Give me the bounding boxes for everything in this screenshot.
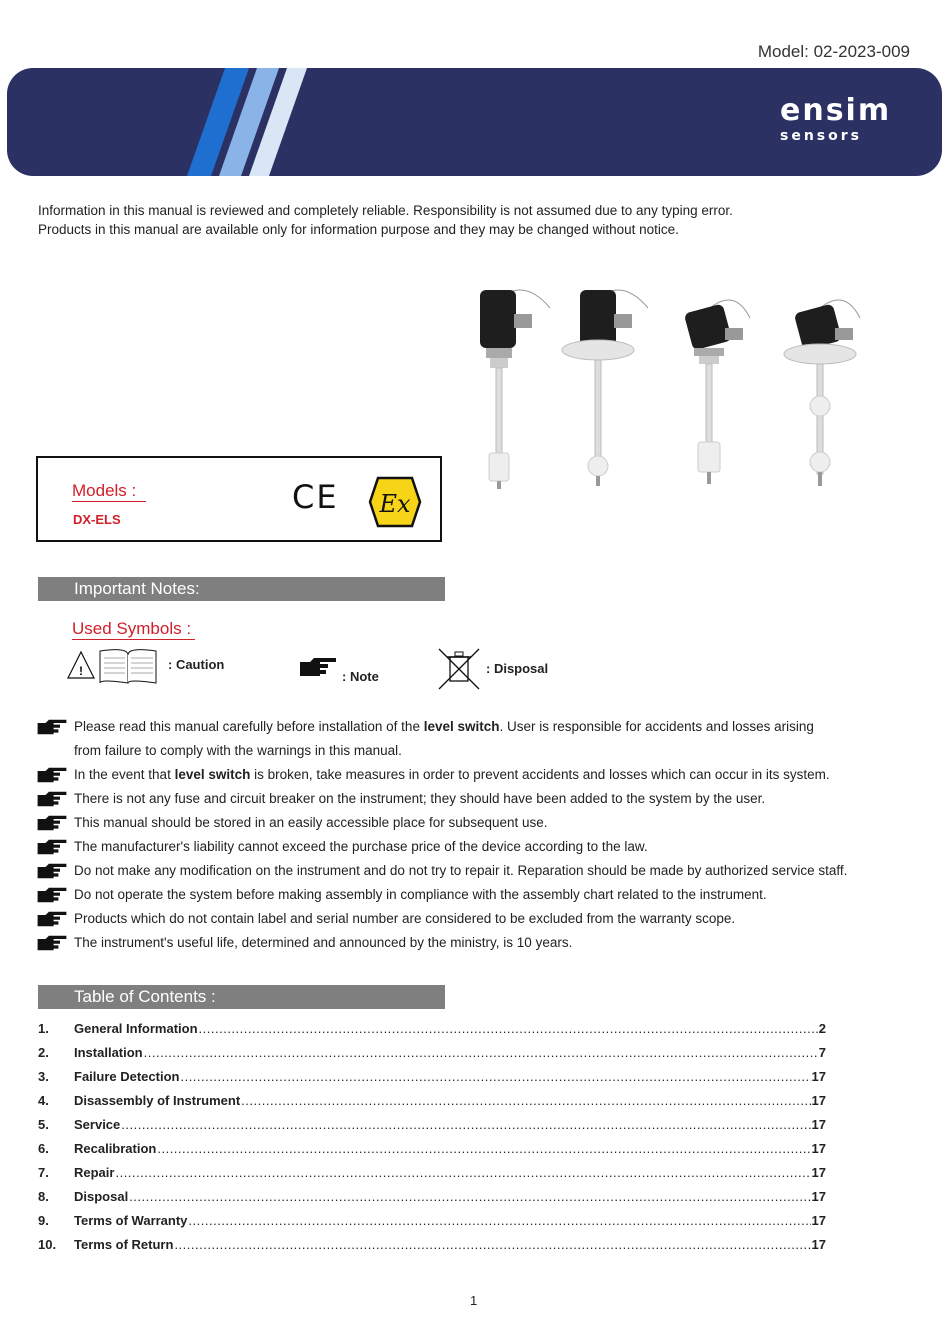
toc-leader [241, 1089, 810, 1113]
note-label: : Note [342, 669, 379, 684]
caution-label: : Caution [168, 657, 225, 672]
pointing-hand-icon [298, 656, 342, 685]
note-item: Please read this manual carefully before installation of the level switch. User is responsible for accidents and losses arising [36, 715, 916, 739]
disposal-label: : Disposal [486, 661, 549, 676]
toc-leader [174, 1233, 810, 1257]
toc-entry[interactable]: 6. Recalibration ..... 17 [38, 1137, 826, 1161]
toc-entry[interactable]: 8. Disposal ..... 17 [38, 1185, 826, 1209]
pointing-hand-icon [36, 814, 68, 832]
models-value: DX-ELS [73, 512, 121, 527]
toc-entry[interactable]: 9. Terms of Warranty ..... 17 [38, 1209, 826, 1233]
toc-leader [144, 1041, 818, 1065]
note-item: Do not make any modification on the instrument and do not try to repair it. Reparation should be made by authorized service staff. [36, 859, 916, 883]
notes-list [36, 715, 916, 955]
logo-text-main: ensim [780, 93, 892, 128]
disclaimer [38, 201, 733, 239]
important-notes-heading [38, 577, 445, 601]
note-item-continued: from failure to comply with the warnings in this manual. [74, 743, 402, 758]
models-title: Models : [72, 481, 146, 502]
disclaimer-line: Information in this manual is reviewed and completely reliable. Responsibility is not assumed due to any typing error. [38, 203, 733, 218]
pointing-hand-icon [36, 910, 68, 928]
toc-leader [188, 1209, 810, 1233]
note-item: In the event that level switch is broken, take measures in order to prevent accidents and losses which can occur in its system. [36, 763, 916, 787]
toc-leader [115, 1161, 810, 1185]
toc-leader [121, 1113, 810, 1137]
disclaimer-line: Products in this manual are available only for information purpose and they may be changed without notice. [38, 222, 679, 237]
toc-entry[interactable]: 7. Repair ..... 17 [38, 1161, 826, 1185]
atex-ex-icon [368, 476, 422, 533]
note-item: Products which do not contain label and serial number are considered to be excluded from the warranty scope. [36, 907, 916, 931]
caution-manual-icon [67, 648, 157, 693]
toc-leader [199, 1017, 818, 1041]
level-switch-products [470, 278, 870, 498]
pointing-hand-icon [36, 862, 68, 880]
pointing-hand-icon [36, 718, 68, 736]
toc-leader [157, 1137, 810, 1161]
note-item: The instrument's useful life, determined and announced by the ministry, is 10 years. [36, 931, 916, 955]
toc-entry[interactable]: 3. Failure Detection ..... 17 [38, 1065, 826, 1089]
page-number: 1 [470, 1293, 478, 1308]
table-of-contents [38, 1017, 826, 1257]
toc-heading [38, 985, 445, 1009]
note-item: There is not any fuse and circuit breaker on the instrument; they should have been added to the system by the user. [36, 787, 916, 811]
ensim-logo [780, 93, 892, 144]
note-item: The manufacturer's liability cannot exceed the purchase price of the device according to the law. [36, 835, 916, 859]
toc-entry[interactable]: 1. General Information ..... 2 [38, 1017, 826, 1041]
toc-entry[interactable]: 10. Terms of Return ..... 17 [38, 1233, 826, 1257]
used-symbols-title: Used Symbols : [72, 619, 195, 640]
svg-text:!: ! [79, 664, 83, 678]
pointing-hand-icon [36, 886, 68, 904]
logo-text-sub: sensors [780, 128, 862, 144]
note-item: This manual should be stored in an easily accessible place for subsequent use. [36, 811, 916, 835]
model-number: Model: 02-2023-009 [757, 42, 910, 61]
pointing-hand-icon [36, 934, 68, 952]
toc-entry[interactable]: 4. Disassembly of Instrument ..... 17 [38, 1089, 826, 1113]
toc-leader [180, 1065, 810, 1089]
toc-entry[interactable]: 5. Service ..... 17 [38, 1113, 826, 1137]
crossed-bin-icon [437, 647, 481, 696]
pointing-hand-icon [36, 766, 68, 784]
product-image [470, 278, 870, 498]
ex-label: Ex [379, 490, 411, 518]
pointing-hand-icon [36, 790, 68, 808]
section-title: Important Notes: [74, 579, 200, 598]
toc-entry[interactable]: 2. Installation ..... 7 [38, 1041, 826, 1065]
ce-mark-icon: CE [292, 478, 339, 516]
section-title: Table of Contents : [74, 987, 216, 1006]
pointing-hand-icon [36, 838, 68, 856]
note-item: Do not operate the system before making assembly in compliance with the assembly chart related to the instrument. [36, 883, 916, 907]
toc-leader [129, 1185, 810, 1209]
